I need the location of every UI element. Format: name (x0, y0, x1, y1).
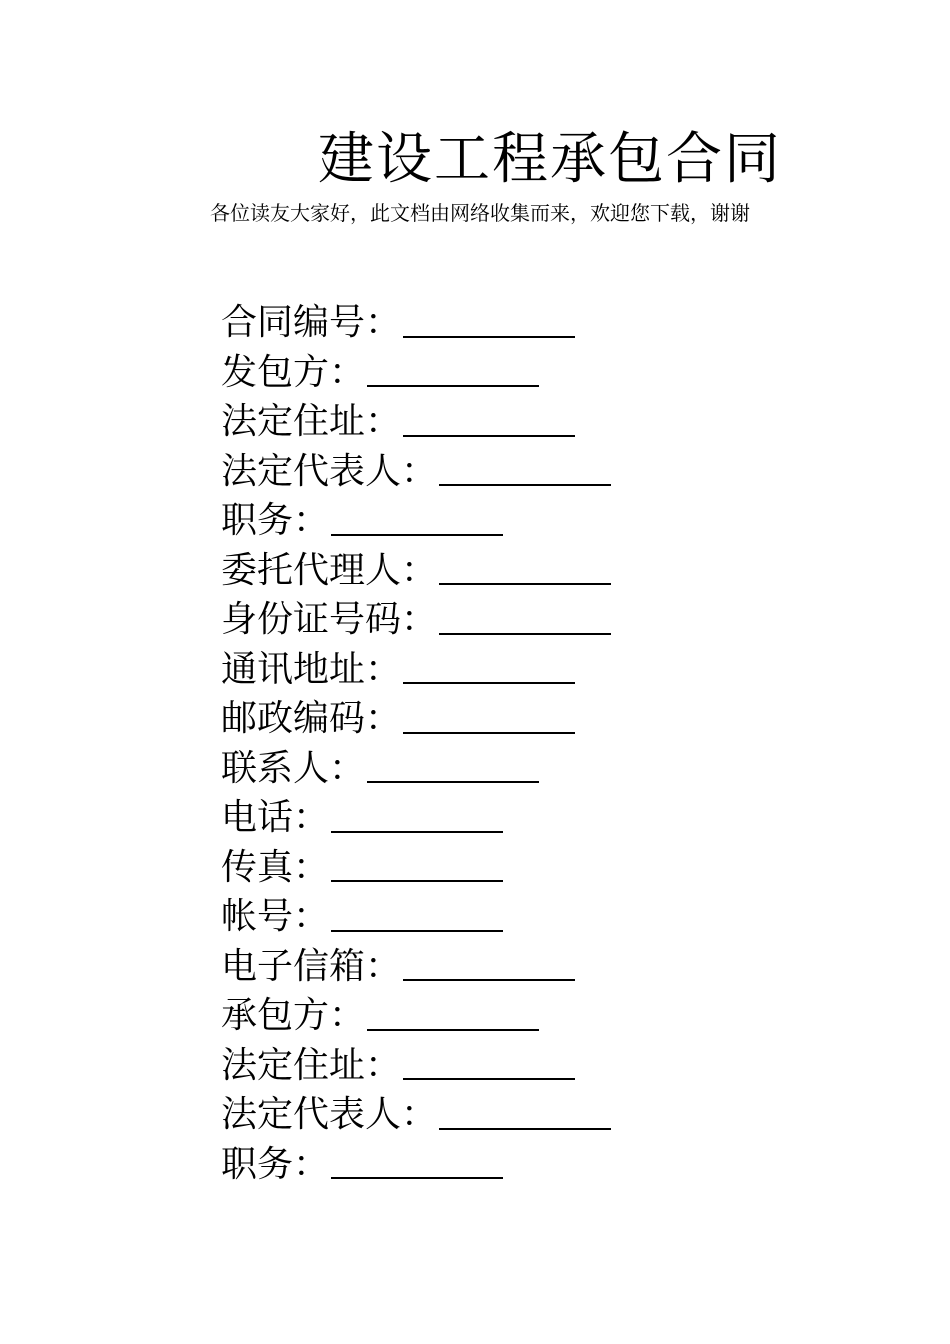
field-label: 法定住址： (221, 1044, 402, 1086)
field-contact-person (221, 744, 611, 794)
field-contractor-legal-rep (221, 1090, 611, 1140)
field-fax (221, 843, 611, 893)
field-email (221, 942, 611, 992)
field-label: 委托代理人： (221, 549, 438, 591)
field-label: 法定住址： (221, 401, 402, 442)
field-label: 承包方： (221, 995, 366, 1036)
field-postal-code (221, 694, 611, 744)
field-label: 职务： (221, 500, 330, 541)
fill-in-blank (403, 682, 575, 684)
field-account (221, 892, 611, 942)
field-label: 联系人： (221, 747, 366, 789)
field-employer-position (221, 496, 611, 546)
field-employer (221, 348, 611, 398)
field-label: 身份证号码： (221, 599, 438, 640)
fill-in-blank (331, 930, 503, 932)
contract-field-list (221, 298, 611, 1189)
field-phone (221, 793, 611, 843)
fill-in-blank (439, 633, 611, 635)
field-contractor (221, 991, 611, 1041)
fill-in-blank (331, 534, 503, 536)
field-label: 发包方： (221, 351, 366, 393)
fill-in-blank (439, 583, 611, 585)
field-contractor-address (221, 1041, 611, 1091)
field-contract-number (221, 298, 611, 348)
field-employer-address (221, 397, 611, 447)
field-contractor-position (221, 1140, 611, 1190)
field-label: 职务： (221, 1143, 330, 1185)
document-title: 建设工程承包合同 (318, 127, 782, 192)
fill-in-blank (331, 880, 503, 882)
field-label: 电子信箱： (221, 945, 402, 987)
field-label: 邮政编码： (221, 698, 402, 739)
fill-in-blank (367, 385, 539, 387)
field-authorized-agent (221, 546, 611, 596)
fill-in-blank (403, 1078, 575, 1080)
field-label: 法定代表人： (221, 1094, 438, 1135)
field-label: 电话： (221, 797, 330, 838)
field-label: 传真： (221, 846, 330, 888)
field-label: 法定代表人： (221, 450, 438, 492)
field-id-number (221, 595, 611, 645)
fill-in-blank (331, 1177, 503, 1179)
fill-in-blank (367, 1029, 539, 1031)
field-label: 合同编号： (221, 302, 402, 343)
fill-in-blank (403, 336, 575, 338)
field-mailing-address (221, 645, 611, 695)
download-note: 各位读友大家好，此文档由网络收集而来，欢迎您下载，谢谢 (210, 201, 750, 225)
fill-in-blank (439, 1128, 611, 1130)
fill-in-blank (367, 781, 539, 783)
field-employer-legal-rep (221, 447, 611, 497)
fill-in-blank (403, 732, 575, 734)
fill-in-blank (403, 435, 575, 437)
field-label: 帐号： (221, 896, 330, 937)
fill-in-blank (439, 484, 611, 486)
fill-in-blank (331, 831, 503, 833)
fill-in-blank (403, 979, 575, 981)
field-label: 通讯地址： (221, 648, 402, 690)
